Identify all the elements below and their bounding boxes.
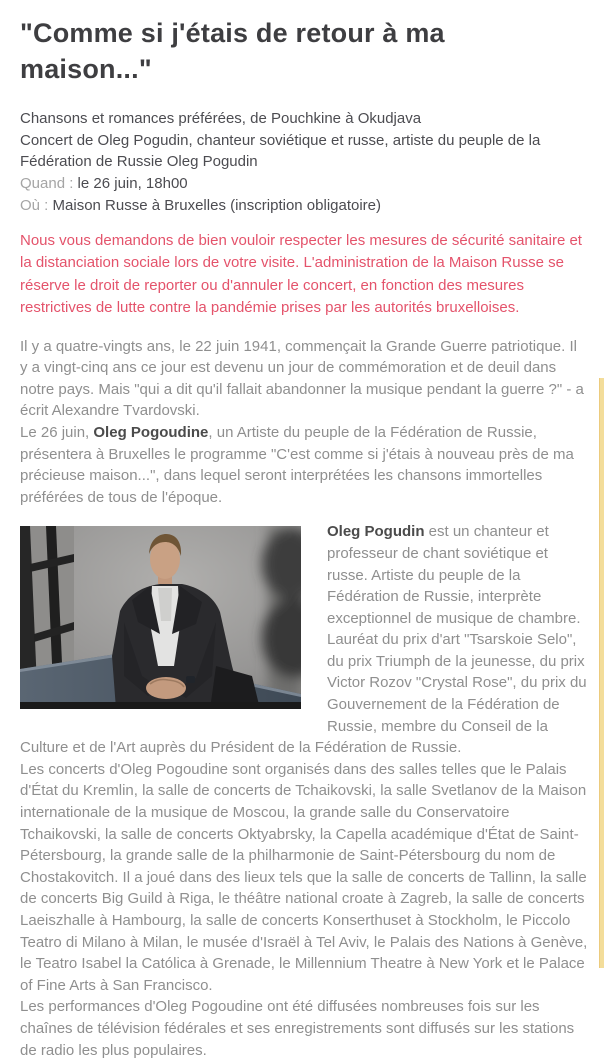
event-where-row xyxy=(20,195,588,217)
paragraph-war-history: Il y a quatre-vingts ans, le 22 juin 1941, commençait la Grande Guerre patriotique. Il y a vingt-cinq ans ce jour est devenu un jour de commémoration et de deuil dans notre pays. Mais "qui a dit qu'il fallait abandonner la musique pendant la guerre ?" - a écrit Alexandre Tvardovski. Le 26 juin, Oleg Pogoudine, un Artiste du peuple de la Fédération de Russie, présentera à Bruxelles le programme "C'est comme si j'étais à nouveau près de ma précieuse maison...", dans lequel seront interprétées les chansons immortelles préférées de tous de l'époque. xyxy=(20,337,584,506)
artist-name-bold-2: Oleg Pogudin xyxy=(327,523,425,541)
paragraph-concert-halls: Les concerts d'Oleg Pogoudine sont organisés dans des salles telles que le Palais d'État du Kremlin, la salle de concerts de Tchaikovski, la salle Svetlanov de la Maison internationale de la musique de Moscou, la grande salle du Conservatoire Tchaikovski, la salle de concerts Oktyabrsky, la Capella académique d'État de Saint-Pétersbourg, la grande salle de la philharmonie de Saint-Pétersbourg du nom de Chostakovitch. Il a joué dans des lieux tels que la salle de concerts de Tallinn, la salle de concerts Big Guild à Riga, le théâtre national croate à Zagreb, la salle de concerts Laeiszhalle à Hambourg, la salle de concerts Konserthuset à Stockholm, le Piccolo Teatro di Milano à Milan, le musée d'Israël à Tel Aviv, le Palais des Nations à Genève, le Teatro Isabel la Católica à Grenade, le Millennium Theatre à New York et le Palace of Fine Arts à San Francisco. xyxy=(20,760,588,994)
where-label: Où : xyxy=(20,196,49,214)
event-when-row xyxy=(20,173,588,195)
when-value: le 26 juin, 18h00 xyxy=(77,175,188,193)
where-value: Maison Russe à Bruxelles (inscription obligatoire) xyxy=(52,196,382,214)
paragraph-artist-bio: Oleg Pogudin est un chanteur et professeur de chant soviétique et russe. Artiste du peuple de la Fédération de Russie, interprète exceptionnel de musique de chambre. Lauréat du prix d'art "Tsarskoie Selo", du prix Triumph de la jeunesse, du prix Victor Rozov "Crystal Rose", du prix du Gouvernement de la Fédération de Russie, membre du Conseil de la Culture et de l'Art auprès du Président de la Fédération de Russie. xyxy=(20,523,587,757)
paragraph-broadcasts: Les performances d'Oleg Pogoudine ont été diffusées nombreuses fois sur les chaînes de télévision fédérales et ses enregistrements sont diffusés sur les stations de radio les plus populaires. xyxy=(20,998,575,1059)
event-subtitle-1: Chansons et romances préférées, de Pouchkine à Okudjava xyxy=(20,109,422,127)
sanitary-notice: Nous vous demandons de bien vouloir respecter les mesures de sécurité sanitaire et la distanciation sociale lors de votre visite. L'administration de la Maison Russe se réserve le droit de reporter ou d'annuler le concert, en fonction des mesures restrictives de lutte contre la pandémie prises par les autorités bruxelloises. xyxy=(20,231,582,317)
article-body xyxy=(20,336,588,1061)
right-accent-bar xyxy=(599,378,604,968)
paragraph-concert-announcement: Le 26 juin, Oleg Pogoudine, un Artiste du peuple de la Fédération de Russie, présentera à Bruxelles le programme "C'est comme si j'étais à nouveau près de ma précieuse maison...", dans lequel seront interprétées les chansons immortelles préférées de tous de l'époque. xyxy=(20,423,574,506)
page-title: "Comme si j'étais de retour à ma maison..." xyxy=(20,18,445,84)
artist-portrait-illustration xyxy=(20,526,301,709)
event-info-block xyxy=(20,108,588,217)
event-subtitle-2: Concert de Oleg Pogudin, chanteur soviétique et russe, artiste du peuple de la Fédération de Russie Oleg Pogudin xyxy=(20,131,541,171)
bio-section xyxy=(20,521,588,1061)
artist-name-bold: Oleg Pogoudine xyxy=(93,423,209,441)
artist-portrait-photo xyxy=(20,526,301,709)
when-label: Quand : xyxy=(20,175,74,193)
